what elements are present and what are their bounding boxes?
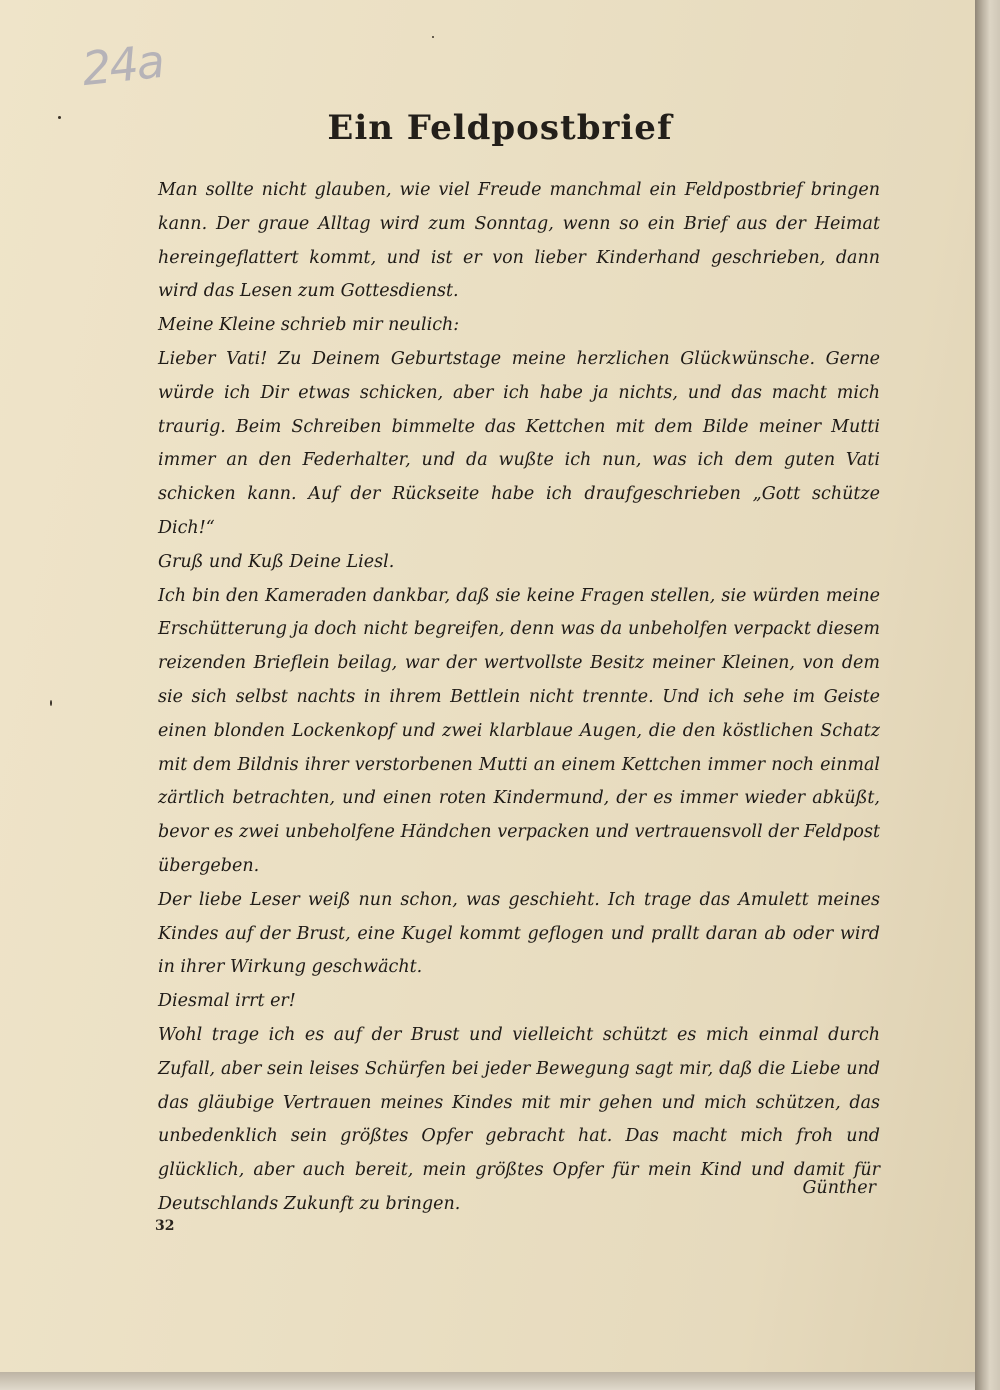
paragraph-letter-intro: Meine Kleine schrieb mir neulich: <box>158 315 460 336</box>
page-title: Ein Feldpostbrief <box>327 108 673 148</box>
archive-pencil-mark: 24a <box>79 33 166 97</box>
page-number: 32 <box>155 1218 175 1234</box>
paragraph-intro: Man sollte nicht glauben, wie viel Freude manchmal ein Feldpostbrief bringen kann. Der graue Alltag wird zum Sonntag, wenn so ein Brief aus der Heimat hereingeflattert kommt, und ist er von lieber Kinderhand geschrieben, dann wird das Lesen zum Gottesdienst. <box>158 180 880 302</box>
paragraph-wrong: Diesmal irrt er! <box>158 991 296 1012</box>
paragraph-reflection: Ich bin den Kameraden dankbar, daß sie keine Fragen stellen, sie würden meine Erschütterung ja doch nicht begreifen, denn was da unbeholfen verpackt diesem reizenden Brieflein beilag, war der wertvollste Besitz meiner Kleinen, von dem sie sich selbst nachts in ihrem Bettlein nicht trennte. Und ich sehe im Geiste einen blonden Lockenkopf und zwei klarblaue Augen, die den köstlichen Schatz mit dem Bildnis ihrer verstorbenen Mutti an einem Kettchen immer noch einmal zärtlich betrachten, und einen roten Kindermund, der es immer wieder abküßt, bevor es zwei unbeholfene Händchen verpacken und vertrauensvoll der Feldpost übergeben. <box>158 585 880 876</box>
paragraph-child-letter: Lieber Vati! Zu Deinem Geburtstage meine herzlichen Glückwünsche. Gerne würde ich Dir etwas schicken, aber ich habe ja nichts, und das macht mich traurig. Beim Schreiben bimmelte das Kettchen mit dem Bilde meiner Mutti immer an den Federhalter, und da wußte ich nun, was ich dem guten Vati schicken kann. Auf der Rückseite habe ich draufgeschrieben „Gott schütze Dich!“ <box>158 348 880 538</box>
paragraph-letter-greeting: Gruß und Kuß Deine Liesl. <box>158 551 395 572</box>
letter-body <box>158 174 880 1222</box>
author-signature: Günther <box>802 1178 876 1198</box>
paragraph-reader: Der liebe Leser weiß nun schon, was geschieht. Ich trage das Amulett meines Kindes auf der Brust, eine Kugel kommt geflogen und prallt daran ab oder wird in ihrer Wirkung geschwächt. <box>158 889 880 978</box>
paper-speck <box>58 116 61 119</box>
binding-edge <box>975 0 1000 1390</box>
page-bottom-edge <box>0 1372 975 1390</box>
paper-speck <box>50 700 52 706</box>
paper-speck <box>432 36 434 38</box>
paragraph-conclusion: Wohl trage ich es auf der Brust und vielleicht schützt es mich einmal durch Zufall, aber sein leises Schürfen bei jeder Bewegung sagt mir, daß die Liebe und das gläubige Vertrauen meines Kindes mit mir gehen und mich schützen, das unbedenklich sein größtes Opfer gebracht hat. Das macht mich froh und glücklich, aber auch bereit, mein größtes Opfer für mein Kind und damit für Deutschlands Zukunft zu bringen. <box>158 1024 880 1214</box>
